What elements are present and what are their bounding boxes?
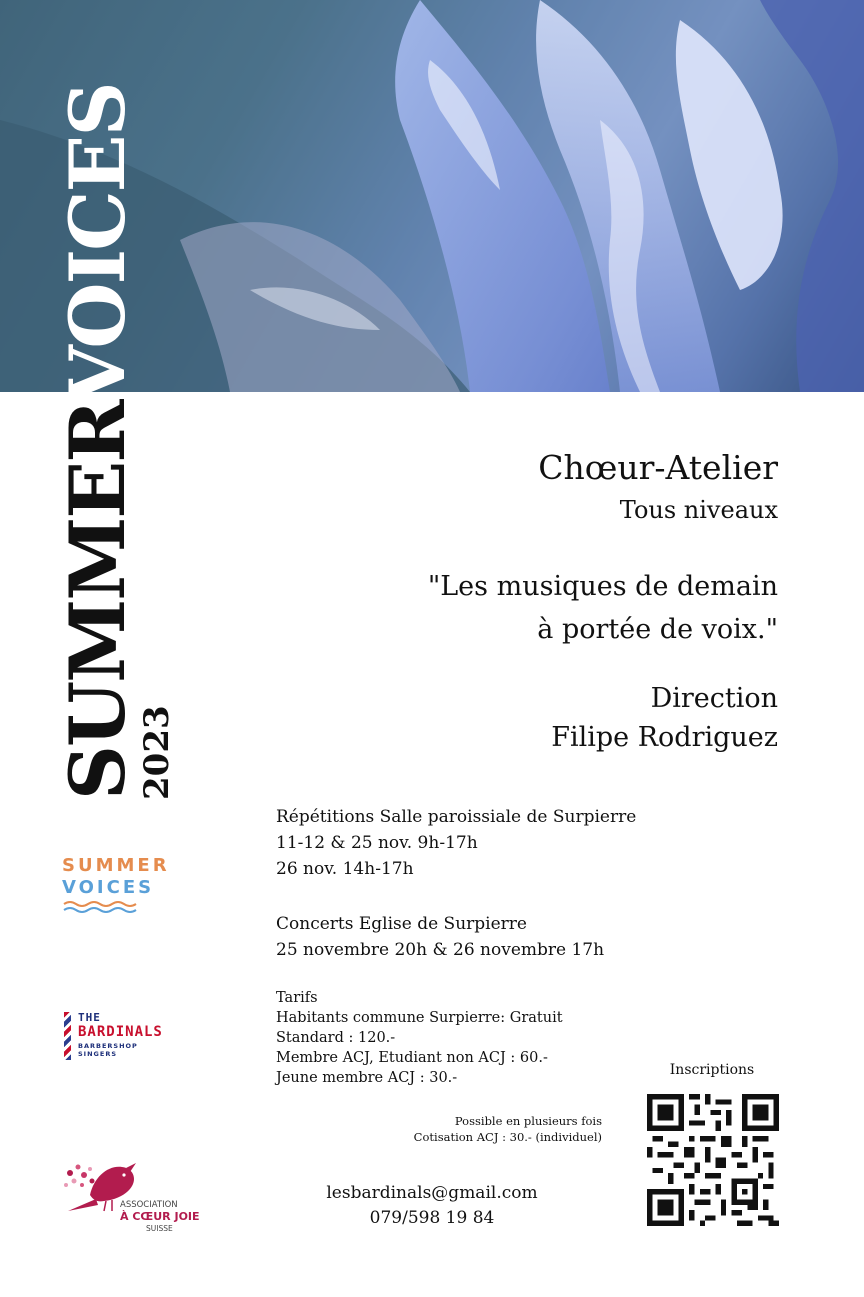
repetitions-title: Répétitions Salle paroissiale de Surpierre [276,807,637,827]
repetitions-dates-2: 26 nov. 14h-17h [276,859,414,879]
contact-email[interactable]: lesbardinals@gmail.com [326,1183,538,1203]
logo-bardinals-name: BARDINALS [78,1024,163,1040]
acj-logo [60,1155,200,1235]
concerts-block [276,911,604,963]
headline-sub: Tous niveaux [619,496,778,524]
acj-association: ASSOCIATION [120,1200,178,1210]
logo-bardinals-barbershop: BARBERSHOP [78,1042,138,1050]
director-name: Filipe Rodriguez [551,722,778,753]
acj-country: SUISSE [146,1224,173,1233]
concerts-title: Concerts Eglise de Surpierre [276,914,527,934]
title-summer: SUMMER [53,404,142,800]
inscriptions-label: Inscriptions [669,1062,755,1078]
vertical-title [53,83,142,800]
logo-sv-line1: SUMMER [62,855,170,876]
quote-line-2: à portée de voix." [537,614,778,645]
tarif-item: Standard : 120.- [276,1030,396,1046]
note-installments: Possible en plusieurs fois [454,1114,602,1128]
contact-phone[interactable]: 079/598 19 84 [369,1208,495,1228]
summer-voices-logo [62,855,192,917]
note-membership-fee: Cotisation ACJ : 30.- (individuel) [413,1130,602,1144]
barber-pole-icon [64,1012,71,1060]
title-voices: VOICES [53,83,142,405]
concerts-dates: 25 novembre 20h & 26 novembre 17h [276,940,605,960]
wave-icon [62,900,142,914]
tarifs-title: Tarifs [276,990,318,1006]
bardinals-logo [64,1012,194,1062]
tarif-item: Jeune membre ACJ : 30.- [276,1070,458,1086]
tarifs-block [276,988,563,1088]
quote-line-1: "Les musiques de demain [427,571,778,602]
repetitions-block [276,804,636,882]
repetitions-dates-1: 11-12 & 25 nov. 9h-17h [276,833,478,853]
tarif-item: Habitants commune Surpierre: Gratuit [276,1010,563,1026]
tarif-item: Membre ACJ, Etudiant non ACJ : 60.- [276,1050,548,1066]
tarifs-notes [414,1113,602,1145]
direction-label: Direction [650,683,778,714]
acj-name: À CŒUR JOIE [120,1210,200,1223]
title-year: 2023 [137,705,177,800]
logo-sv-line2: VOICES [62,877,155,898]
qr-code-icon[interactable] [647,1094,779,1226]
headline-main: Chœur-Atelier [538,448,778,487]
logo-bardinals-singers: SINGERS [78,1050,118,1058]
logo-bardinals-the: THE [78,1011,101,1024]
